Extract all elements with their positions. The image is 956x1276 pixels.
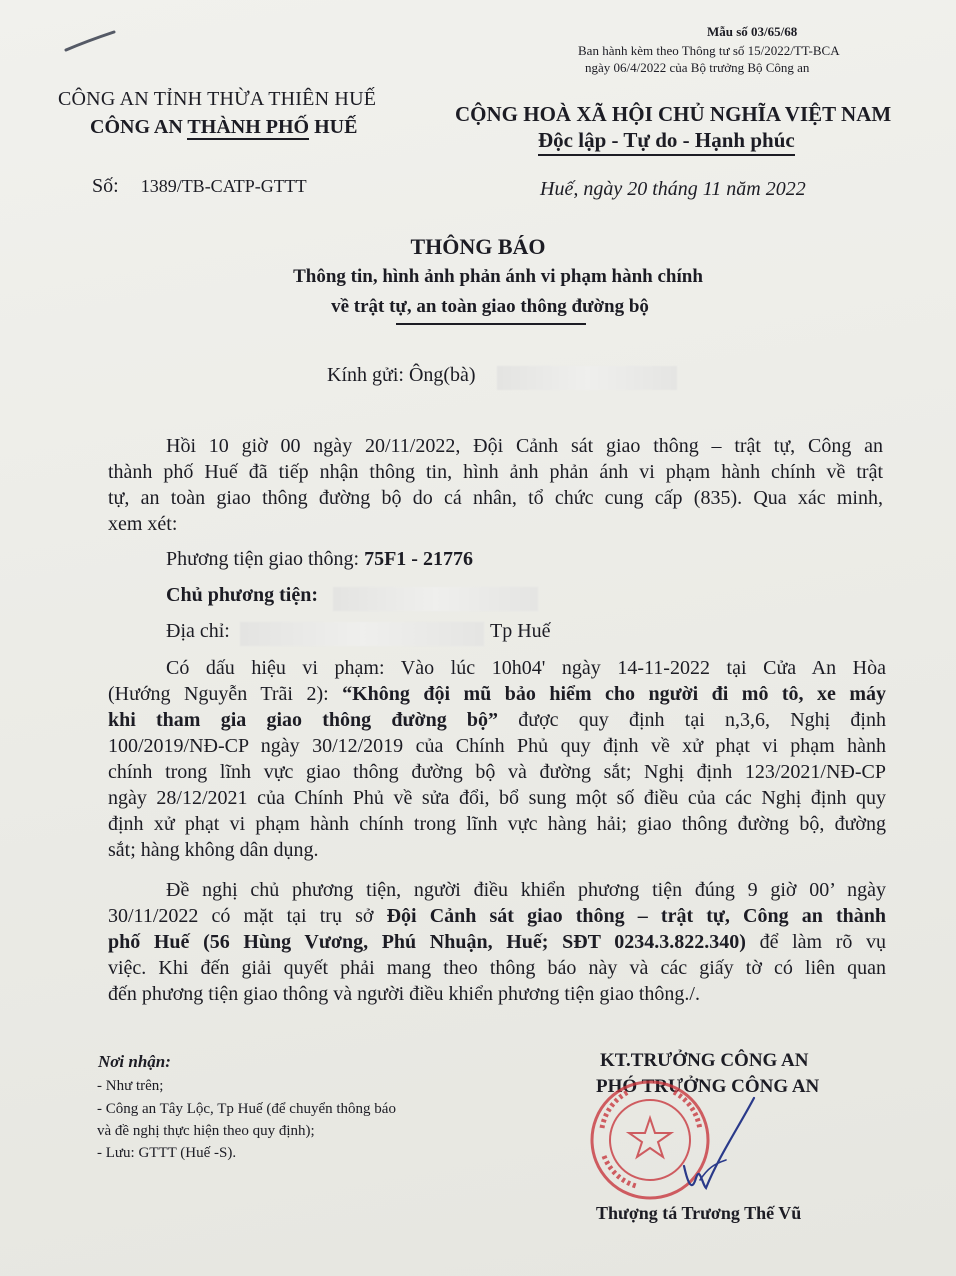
issued-by-line1: Ban hành kèm theo Thông tư số 15/2022/TT-BCA — [578, 43, 840, 58]
request-line — [108, 929, 886, 955]
greeting: Kính gửi: Ông(bà) — [327, 364, 476, 386]
intro-paragraph — [108, 433, 883, 537]
recipients-heading: Nơi nhận: — [98, 1052, 171, 1071]
request-purpose: để làm rõ vụ — [745, 931, 886, 953]
motto: Độc lập - Tự do - Hạnh phúc — [538, 128, 795, 156]
intro-line: tự, an toàn giao thông đường bộ do cá nhân, tổ chức cung cấp (835). Qua xác minh, — [108, 487, 883, 509]
violation-regulation: được quy định tại n,3,6, Nghị định — [498, 709, 886, 731]
violation-line: định xử phạt vi phạm hành chính trong lĩnh vực hàng hải; giao thông đường bộ, đường — [108, 813, 886, 835]
violation-paragraph — [108, 655, 886, 863]
recipient-item: - Công an Tây Lộc, Tp Huế (để chuyển thông báo — [97, 1101, 396, 1117]
violation-quote-end: khi tham gia giao thông đường bộ” — [108, 709, 499, 731]
issued-by — [578, 42, 840, 76]
recipient-item: - Như trên; — [97, 1078, 164, 1094]
signer-name: Thượng tá Trương Thế Vũ — [596, 1203, 802, 1223]
request-date: 30/11/2022 có mặt tại trụ sở — [108, 905, 387, 927]
document-subtitle-2: về trật tự, an toàn giao thông đường bộ — [331, 296, 649, 317]
violation-line — [108, 681, 886, 707]
subtitle-underline — [396, 323, 586, 325]
request-line: đến phương tiện giao thông và người điều khiển phương tiện giao thông./. — [108, 983, 700, 1005]
document-subtitle-1: Thông tin, hình ảnh phản ánh vi phạm hành chính — [293, 266, 703, 287]
agency-prefix: CÔNG AN — [90, 116, 188, 138]
agency-suffix: HUẾ — [309, 116, 358, 138]
intro-line: thành phố Huế đã tiếp nhận thông tin, hình ảnh phản ánh vi phạm hành chính về trật — [108, 461, 883, 483]
intro-line: xem xét: — [108, 513, 178, 535]
agency-name — [90, 116, 357, 139]
number-label: Số: — [92, 175, 119, 197]
address-field — [166, 620, 230, 643]
agency-underlined: THÀNH PHỐ — [187, 116, 310, 138]
vehicle-plate: 75F1 - 21776 — [364, 548, 473, 570]
vehicle-label: Phương tiện giao thông: — [166, 548, 365, 570]
official-stamp-icon — [588, 1068, 758, 1208]
violation-line — [108, 707, 886, 733]
address-city: Tp Huế — [490, 620, 551, 642]
request-office-end: phố Huế (56 Hùng Vương, Phú Nhuận, Huế; SĐT 0234.3.822.340) — [108, 931, 746, 953]
violation-line: Có dấu hiệu vi phạm: Vào lúc 10h04' ngày 14-11-2022 tại Cửa An Hòa — [166, 657, 886, 679]
pen-mark-icon — [60, 28, 120, 58]
document-title: THÔNG BÁO — [410, 234, 546, 259]
redacted-owner — [333, 587, 538, 611]
request-paragraph — [108, 877, 886, 1007]
violation-quote-start: “Không đội mũ bảo hiểm cho người đi mô tô, xe máy — [342, 683, 886, 705]
intro-line: Hồi 10 giờ 00 ngày 20/11/2022, Đội Cảnh sát giao thông – trật tự, Công an — [166, 435, 883, 457]
recipient-item: - Lưu: GTTT (Huế -S). — [97, 1145, 237, 1161]
vehicle-field — [166, 548, 473, 571]
recipient-item: và đề nghị thực hiện theo quy định); — [97, 1123, 315, 1139]
request-line: việc. Khi đến giải quyết phải mang theo thông báo này và các giấy tờ có liên quan — [108, 957, 886, 979]
signature-title-2: PHÓ TRƯỞNG CÔNG AN — [596, 1076, 820, 1097]
redacted-address — [240, 622, 484, 646]
document-date: Huế, ngày 20 tháng 11 năm 2022 — [540, 178, 806, 200]
violation-line: ngày 28/12/2021 của Chính Phủ về sửa đổi, bổ sung một số điều của các Nghị định quy — [108, 787, 886, 809]
form-number: Mẫu số 03/65/68 — [707, 24, 798, 39]
request-line: Đề nghị chủ phương tiện, người điều khiển phương tiện đúng 9 giờ 00’ ngày — [166, 879, 886, 901]
owner-label: Chủ phương tiện: — [166, 584, 319, 606]
violation-line: chính trong lĩnh vực giao thông đường bộ và đường sắt; Nghị định 123/2021/NĐ-CP — [108, 761, 886, 783]
signature-title-1: KT.TRƯỞNG CÔNG AN — [600, 1050, 809, 1071]
redacted-name — [497, 366, 677, 390]
violation-line: sắt; hàng không dân dụng. — [108, 839, 319, 861]
request-office-start: Đội Cảnh sát giao thông – trật tự, Công an thành — [386, 905, 886, 927]
violation-line: 100/2019/NĐ-CP ngày 30/12/2019 của Chính Phủ quy định về xử phạt vi phạm hành — [108, 735, 886, 757]
number-value: 1389/TB-CATP-GTTT — [140, 176, 307, 196]
issued-by-line2: ngày 06/4/2022 của Bộ trưởng Bộ Công an — [585, 60, 810, 75]
nation-title: CỘNG HOÀ XÃ HỘI CHỦ NGHĨA VIỆT NAM — [455, 102, 892, 126]
document-number — [92, 175, 307, 198]
request-line — [108, 903, 886, 929]
violation-location: (Hướng Nguyễn Trãi 2): — [108, 683, 343, 705]
agency-parent: CÔNG AN TỈNH THỪA THIÊN HUẾ — [58, 88, 377, 110]
owner-field — [166, 584, 318, 607]
address-label: Địa chỉ: — [166, 620, 230, 642]
